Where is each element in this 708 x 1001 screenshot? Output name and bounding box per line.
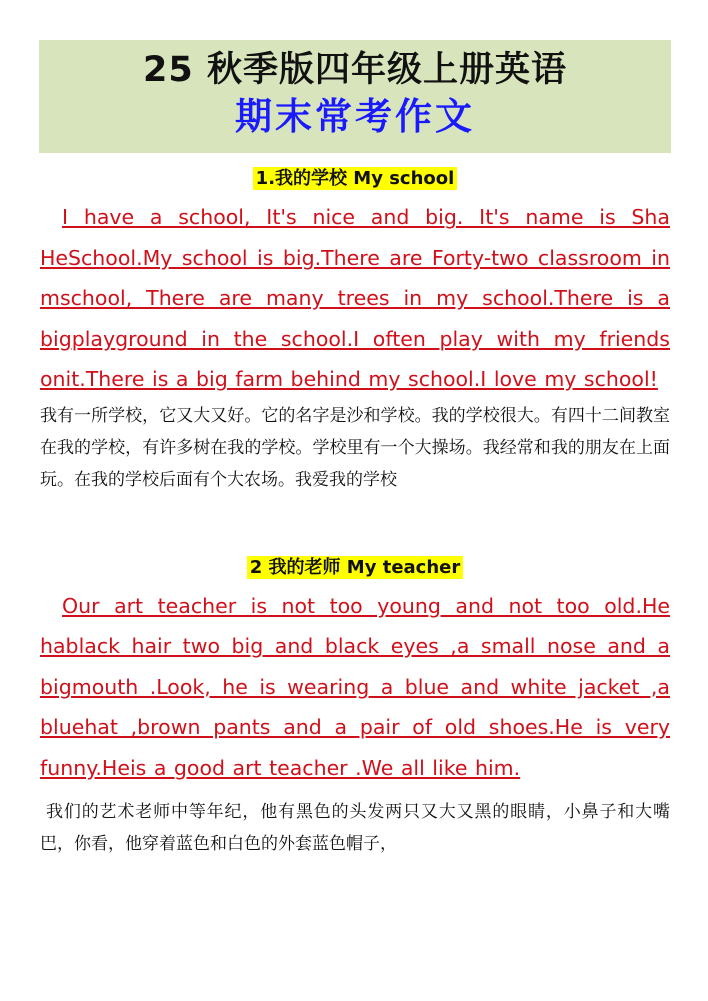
- section-heading-school: [40, 167, 670, 191]
- chinese-translation-teacher: 我们的艺术老师中等年纪，他有黑色的头发两只又大又黑的眼睛，小鼻子和大嘴巴，你看，他穿着蓝色和白色的外套蓝色帽子，: [40, 802, 670, 854]
- section-heading-text: 1.我的学校 My school: [253, 167, 458, 190]
- english-essay-school: I have a school, It's nice and big. It's name is Sha HeSchool.My school is big.There are Forty-two classroom in mschool, There are many trees in my school.There is a bigplayground in the school.I often play with my friends onit.There is a big farm behind my school.I love my school!: [40, 205, 670, 391]
- chinese-translation-school: 我有一所学校，它又大又好。它的名字是沙和学校。我的学校很大。有四十二间教室在我的学校，有许多树在我的学校。学校里有一个大操场。我经常和我的朋友在上面玩。在我的学校后面有个大农场。我爱我的学校: [40, 405, 670, 490]
- section-spacer: [40, 496, 670, 542]
- title-line-2: 期末常考作文: [235, 95, 475, 138]
- title-line-1: 25 秋季版四年级上册英语: [143, 50, 567, 90]
- document-page: [40, 40, 670, 860]
- english-essay-teacher: Our art teacher is not too young and not too old.He hablack hair two big and black eyes ,a small nose and a bigmouth .Look, he is wearing a blue and white jacket ,a bluehat ,brown pants and a pair of old shoes.He is very funny.Heis a good art teacher .We all like him.: [40, 593, 670, 780]
- section-heading-text: 2 我的老师 My teacher: [247, 556, 464, 579]
- section-heading-teacher: [40, 556, 670, 580]
- title-banner: [39, 40, 671, 153]
